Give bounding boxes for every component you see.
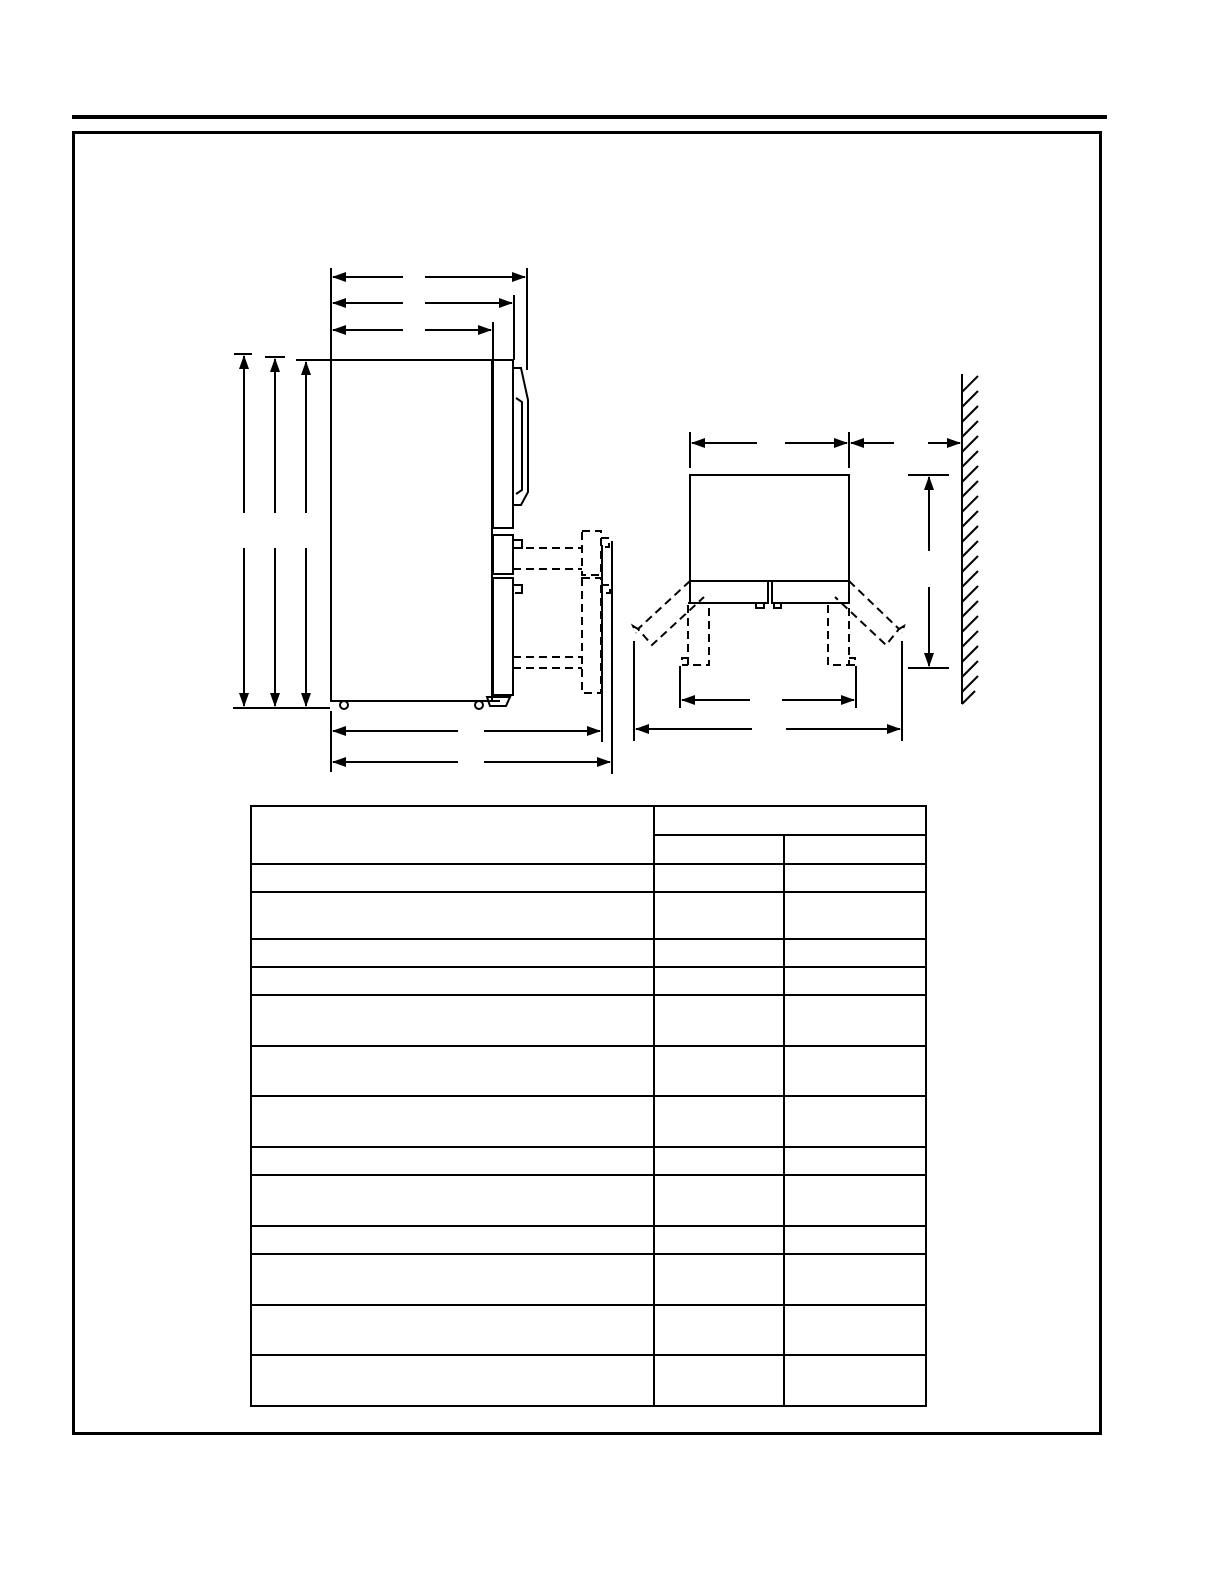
table-cell xyxy=(654,995,784,1046)
header-sub-1 xyxy=(654,835,784,864)
table-cell xyxy=(654,1355,784,1406)
table-cell xyxy=(654,892,784,939)
table-row xyxy=(251,1096,926,1147)
table-cell xyxy=(251,1046,654,1096)
table-cell xyxy=(251,1305,654,1355)
table-cell xyxy=(654,1254,784,1305)
table-cell xyxy=(654,967,784,995)
table-cell xyxy=(251,1096,654,1147)
table-cell xyxy=(784,1175,926,1226)
header-group xyxy=(654,806,926,835)
dimension-table xyxy=(250,805,927,1407)
table-cell xyxy=(251,1254,654,1305)
table-cell xyxy=(251,939,654,967)
table-cell xyxy=(654,1147,784,1175)
table-row xyxy=(251,1226,926,1254)
fresh-food-door xyxy=(493,360,513,528)
middle-drawer xyxy=(493,535,513,574)
table-cell xyxy=(654,1175,784,1226)
side-view xyxy=(331,360,528,709)
table-row xyxy=(251,967,926,995)
table-cell xyxy=(784,864,926,892)
wall-hatch xyxy=(962,376,978,704)
table-row xyxy=(251,1254,926,1305)
table-cell xyxy=(784,939,926,967)
table-row xyxy=(251,892,926,939)
table-cell xyxy=(784,1305,926,1355)
table-cell xyxy=(251,1147,654,1175)
table-cell xyxy=(251,967,654,995)
table-row xyxy=(251,1175,926,1226)
header-sub-2 xyxy=(784,835,926,864)
table-cell xyxy=(784,1147,926,1175)
open-drawers xyxy=(513,531,610,693)
table-cell xyxy=(251,892,654,939)
table-cell xyxy=(784,1226,926,1254)
table-row xyxy=(251,1355,926,1406)
table-header-row xyxy=(251,806,926,835)
table-cell xyxy=(251,1226,654,1254)
table-row xyxy=(251,995,926,1046)
table-cell xyxy=(784,1046,926,1096)
top-view xyxy=(690,374,962,704)
table-row xyxy=(251,1046,926,1096)
table-cell xyxy=(654,864,784,892)
table-cell xyxy=(784,892,926,939)
table-cell xyxy=(784,1355,926,1406)
cabinet-top xyxy=(690,475,849,581)
table-cell xyxy=(654,1226,784,1254)
table-cell xyxy=(654,939,784,967)
table-cell xyxy=(654,1096,784,1147)
table-cell xyxy=(654,1305,784,1355)
table-row xyxy=(251,939,926,967)
table-cell xyxy=(784,967,926,995)
freezer-drawer xyxy=(493,578,513,695)
table-cell xyxy=(784,995,926,1046)
table-cell xyxy=(251,995,654,1046)
door-handle xyxy=(513,368,528,505)
cabinet-body xyxy=(331,360,492,701)
table-row xyxy=(251,1305,926,1355)
table-cell xyxy=(784,1254,926,1305)
table-cell xyxy=(654,1046,784,1096)
table-cell xyxy=(251,1175,654,1226)
header-description xyxy=(251,806,654,864)
rear-foot xyxy=(475,701,483,709)
table-cell xyxy=(784,1096,926,1147)
front-foot xyxy=(340,701,348,709)
table-row xyxy=(251,1147,926,1175)
table-cell xyxy=(251,1355,654,1406)
table-row xyxy=(251,864,926,892)
table-cell xyxy=(251,864,654,892)
